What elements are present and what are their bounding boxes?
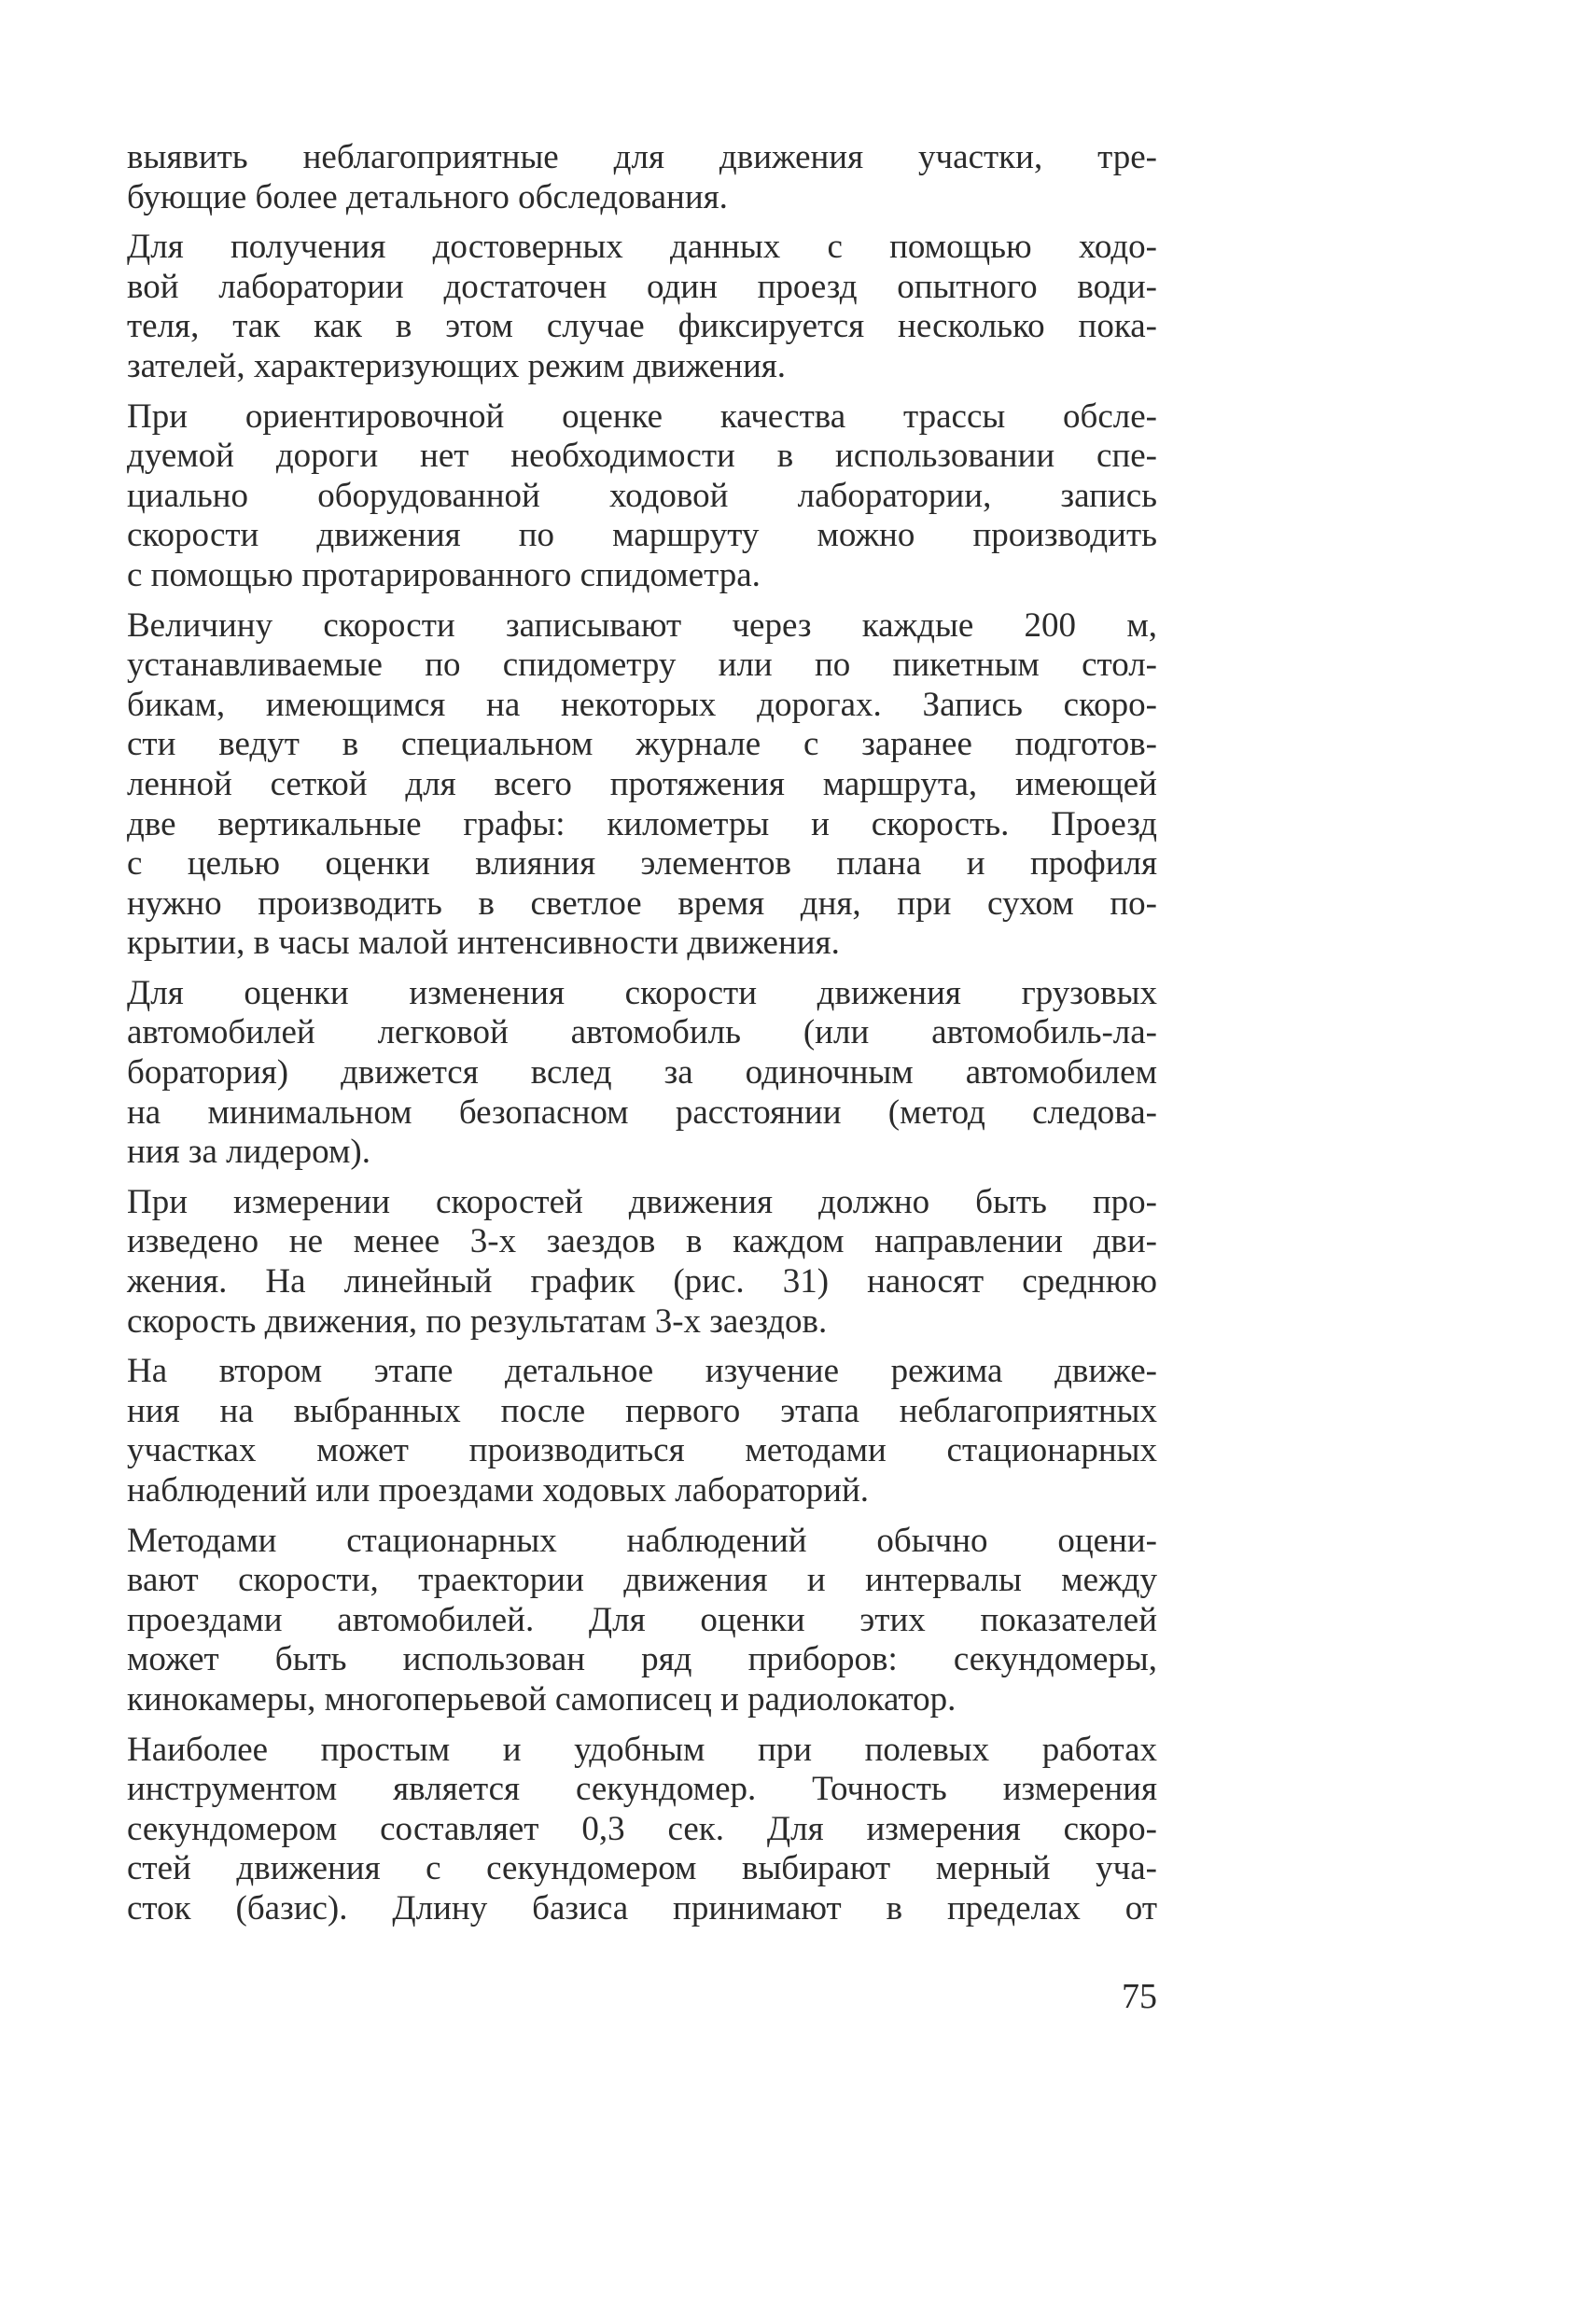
text-line: вают скорости, траектории движения и интервалы между — [127, 1561, 1157, 1600]
text-line: вой лаборатории достаточен один проезд опытного води- — [127, 267, 1157, 306]
text-line: При измерении скоростей движения должно быть про- — [127, 1182, 1157, 1221]
text-line: кинокамеры, многоперьевой самописец и радиолокатор. — [127, 1679, 957, 1719]
text-line: боратория) движется вслед за одиночным автомобилем — [127, 1053, 1157, 1092]
text-line: Методами стационарных наблюдений обычно оцени- — [127, 1521, 1157, 1560]
paragraph-4 — [127, 606, 1157, 964]
text-line: участках может производиться методами стационарных — [127, 1431, 1157, 1470]
text-line: с целью оценки влияния элементов плана и профиля — [127, 844, 1157, 884]
text-line: с помощью протарированного спидометра. — [127, 555, 761, 594]
paragraph-7 — [127, 1352, 1157, 1510]
text-line: бующие более детального обследования. — [127, 177, 728, 216]
paragraph-1 — [127, 138, 1157, 217]
text-line: на минимальном безопасном расстоянии (метод следова- — [127, 1092, 1157, 1132]
text-line: сти ведут в специальном журнале с заранее подготов- — [127, 725, 1157, 764]
text-line: наблюдений или проездами ходовых лабораторий. — [127, 1471, 869, 1510]
text-line: ния за лидером). — [127, 1133, 370, 1172]
text-line: жения. На линейный график (рис. 31) наносят среднюю — [127, 1262, 1157, 1301]
text-line: При ориентировочной оценке качества трассы обсле- — [127, 397, 1157, 436]
text-line: дуемой дороги нет необходимости в использовании спе- — [127, 437, 1157, 476]
paragraph-8 — [127, 1522, 1157, 1720]
paragraph-3 — [127, 397, 1157, 596]
text-line: стей движения с секундомером выбирают мерный уча- — [127, 1849, 1157, 1888]
body-text — [127, 138, 1157, 1929]
paragraph-6 — [127, 1183, 1157, 1342]
text-line: сток (базис). Длину базиса принимают в пределах от — [127, 1888, 1157, 1927]
text-line: зателей, характеризующих режим движения. — [127, 346, 787, 385]
text-line: Для получения достоверных данных с помощью ходо- — [127, 228, 1157, 267]
text-line: секундомером составляет 0,3 сек. Для измерения скоро- — [127, 1809, 1157, 1848]
text-line: ленной сеткой для всего протяжения маршрута, имеющей — [127, 764, 1157, 803]
text-line: автомобилей легковой автомобиль (или автомобиль-ла- — [127, 1013, 1157, 1052]
text-line: две вертикальные графы: километры и скорость. Проезд — [127, 804, 1157, 843]
text-line: может быть использован ряд приборов: секундомеры, — [127, 1640, 1157, 1679]
text-line: изведено не менее 3-х заездов в каждом направлении дви- — [127, 1222, 1157, 1261]
text-line: На втором этапе детальное изучение режима движе- — [127, 1352, 1157, 1391]
text-line: ния на выбранных после первого этапа неблагоприятных — [127, 1391, 1157, 1430]
text-line: выявить неблагоприятные для движения участки, тре- — [127, 138, 1157, 176]
text-line: нужно производить в светлое время дня, при сухом по- — [127, 884, 1157, 923]
text-line: скорость движения, по результатам 3-х заездов. — [127, 1301, 828, 1341]
text-line: Величину скорости записывают через каждые 200 м, — [127, 605, 1157, 645]
page-number: 75 — [1122, 1977, 1157, 2016]
text-line: Для оценки изменения скорости движения грузовых — [127, 973, 1157, 1012]
text-line: бикам, имеющимся на некоторых дорогах. Запись скоро- — [127, 685, 1157, 724]
text-line: скорости движения по маршруту можно производить — [127, 516, 1157, 555]
paragraph-2 — [127, 228, 1157, 386]
text-line: инструментом является секундомер. Точность измерения — [127, 1770, 1157, 1809]
text-line: теля, так как в этом случае фиксируется несколько пока- — [127, 307, 1157, 346]
text-line: Наиболее простым и удобным при полевых работах — [127, 1730, 1157, 1769]
text-line: циально оборудованной ходовой лаборатории, запись — [127, 476, 1157, 515]
paragraph-5 — [127, 974, 1157, 1173]
text-line: устанавливаемые по спидометру или по пикетным стол- — [127, 646, 1157, 685]
text-line: проездами автомобилей. Для оценки этих показателей — [127, 1600, 1157, 1639]
text-line: крытии, в часы малой интенсивности движения. — [127, 924, 840, 963]
paragraph-9 — [127, 1731, 1157, 1929]
